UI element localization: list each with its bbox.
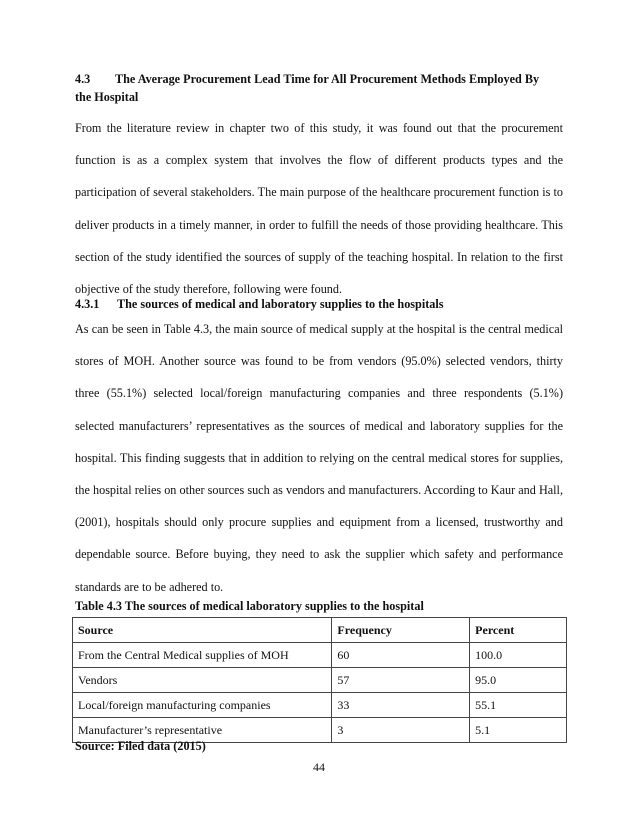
table-header-row <box>73 618 567 643</box>
cell-frequency: 60 <box>332 643 470 668</box>
page-number: 44 <box>313 760 325 774</box>
section-title-line2: the Hospital <box>75 90 139 104</box>
section-number: 4.3 <box>75 72 91 86</box>
table-source-note: Source: Filed data (2015) <box>75 739 206 753</box>
section-paragraph: From the literature review in chapter two of this study, it was found out that the procurement function is as a complex system that involves the flow of different products types and the participation of several stakeholders. The main purpose of the healthcare procurement function is to deliver products in a timely manner, in order to fulfill the needs of those providing healthcare. This section of the study identified the sources of supply of the teaching hospital. In relation to the first objective of the study therefore, following were found. <box>75 121 563 297</box>
cell-percent: 5.1 <box>470 718 567 743</box>
subsection-paragraph: As can be seen in Table 4.3, the main source of medical supply at the hospital is the central medical stores of MOH. Another source was found to be from vendors (95.0%) selected vendors, thirty three (55.1%) selected local/foreign manufacturing companies and three respondents (5.1%) selected manufacturers’ representatives as the sources of medical and laboratory supplies for the hospital. This finding suggests that in addition to relying on the central medical stores for supplies, the hospital relies on other sources such as vendors and manufacturers. According to Kaur and Hall, (2001), hospitals should only procure supplies and equipment from a licensed, trustworthy and dependable source. Before buying, they need to ask the supplier which safety and performance standards are to be adhered to. <box>75 322 563 594</box>
cell-source: Vendors <box>73 668 332 693</box>
table-row <box>73 693 567 718</box>
header-percent: Percent <box>470 618 567 643</box>
cell-source: From the Central Medical supplies of MOH <box>73 643 332 668</box>
cell-percent: 55.1 <box>470 693 567 718</box>
section-heading <box>75 72 563 87</box>
cell-percent: 100.0 <box>470 643 567 668</box>
cell-frequency: 57 <box>332 668 470 693</box>
section-title-line1: The Average Procurement Lead Time for All Procurement Methods Employed By <box>115 72 540 86</box>
cell-source: Manufacturer’s representative <box>73 718 332 743</box>
cell-percent: 95.0 <box>470 668 567 693</box>
table-row <box>73 643 567 668</box>
cell-frequency: 33 <box>332 693 470 718</box>
table-caption: Table 4.3 The sources of medical laboratory supplies to the hospital <box>75 599 424 613</box>
subsection-heading <box>75 297 444 312</box>
subsection-title: The sources of medical and laboratory supplies to the hospitals <box>117 297 444 311</box>
cell-source: Local/foreign manufacturing companies <box>73 693 332 718</box>
header-source: Source <box>73 618 332 643</box>
sources-table <box>72 617 567 743</box>
subsection-number: 4.3.1 <box>75 297 100 311</box>
header-frequency: Frequency <box>332 618 470 643</box>
cell-frequency: 3 <box>332 718 470 743</box>
table-row <box>73 668 567 693</box>
